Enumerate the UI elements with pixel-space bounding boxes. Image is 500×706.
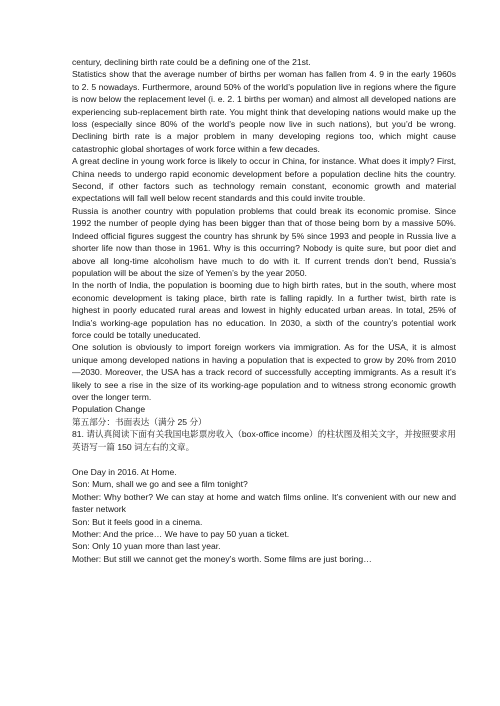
paragraph-intro-tail: century, declining birth rate could be a defining one of the 21st. [72, 57, 311, 67]
dialogue-heading: One Day in 2016. At Home. [72, 467, 177, 477]
answer-line: Population Change [72, 404, 146, 415]
dialogue-line: Mother: But still we cannot get the money’s worth. Some films are just boring… [72, 553, 372, 564]
paragraph-solution: One solution is obviously to import foreign workers via immigration. As for the USA, it is almost unique among developed nations in having a population that is expected to grow by 20% from 2010—2030. Moreover, the USA has a track record of successfully accepting immigrants. As a result it’s likely to see a rise in the size of its working-age population and to witness strong economic growth over the longer term. [72, 342, 456, 402]
paragraph-india: In the north of India, the population is booming due to high birth rates, but in the south, where most economic development is taking place, birth rate is falling rapidly. In a further twist, birth rate is highest in poorly educated rural areas and lowest in highly educated urban areas. In total, 25% of India’s working-age population has no education. In 2030, a sixth of the country’s potential work force could be totally uneducated. [72, 280, 456, 340]
dialogue-line: Mother: And the price… We have to pay 50 yuan a ticket. [72, 529, 290, 540]
paragraph-china: A great decline in young work force is likely to occur in China, for instance. What does it imply? First, China needs to undergo rapid economic development before a population decline hits the country. Second, if other factors such as technology remain constant, economic growth and material expectations will fall well below recent standards and this could invite trouble. [72, 156, 456, 204]
dialogue-line: Son: Mum, shall we go and see a film tonight? [72, 479, 248, 490]
dialogue-line: Son: Only 10 yuan more than last year. [72, 541, 221, 552]
dialogue-line: Son: But it feels good in a cinema. [72, 516, 203, 527]
paragraph-statistics: Statistics show that the average number of births per woman has fallen from 4. 9 in the early 1960s to 2. 5 nowadays. Furthermore, around 50% of the world’s population live in regions where the figure is now below the replacement level (i. e. 2. 1 births per woman) and almost all developed nations are experiencing sub-replacement birth rate. You might think that developing nations would make up the loss (especially since 80% of the world’s people now live in such nations), but you’d be wrong. Declining birth rate is a major problem in many developing regions too, which might cause catastrophic global shortages of work force within a few decades. [72, 69, 456, 154]
question-81: 81. 请认真阅读下面有关我国电影票房收入（box-office income）的柱状图及相关文字，并按照要求用英语写一篇 150 词左右的文章。 [72, 429, 456, 452]
dialogue-line: Mother: Why bother? We can stay at home and watch films online. It’s convenient with our new and faster network [72, 491, 456, 515]
paragraph-russia: Russia is another country with population problems that could break its economic promise. Since 1992 the number of people dying has been bigger than that of those being born by a massive 50%. Indeed official figures suggest the country has shrunk by 5% since 1993 and people in Russia live a shorter life now than those in 1961. Why is this occurring? Nobody is quite sure, but poor diet and above all long-time alcoholism have much to do with it. If current trends don’t bend, Russia’s population will be about the size of Yemen’s by the year 2050. [72, 205, 456, 278]
spacer [72, 453, 456, 466]
section-heading: 第五部分：书面表达（满分 25 分） [72, 416, 207, 427]
